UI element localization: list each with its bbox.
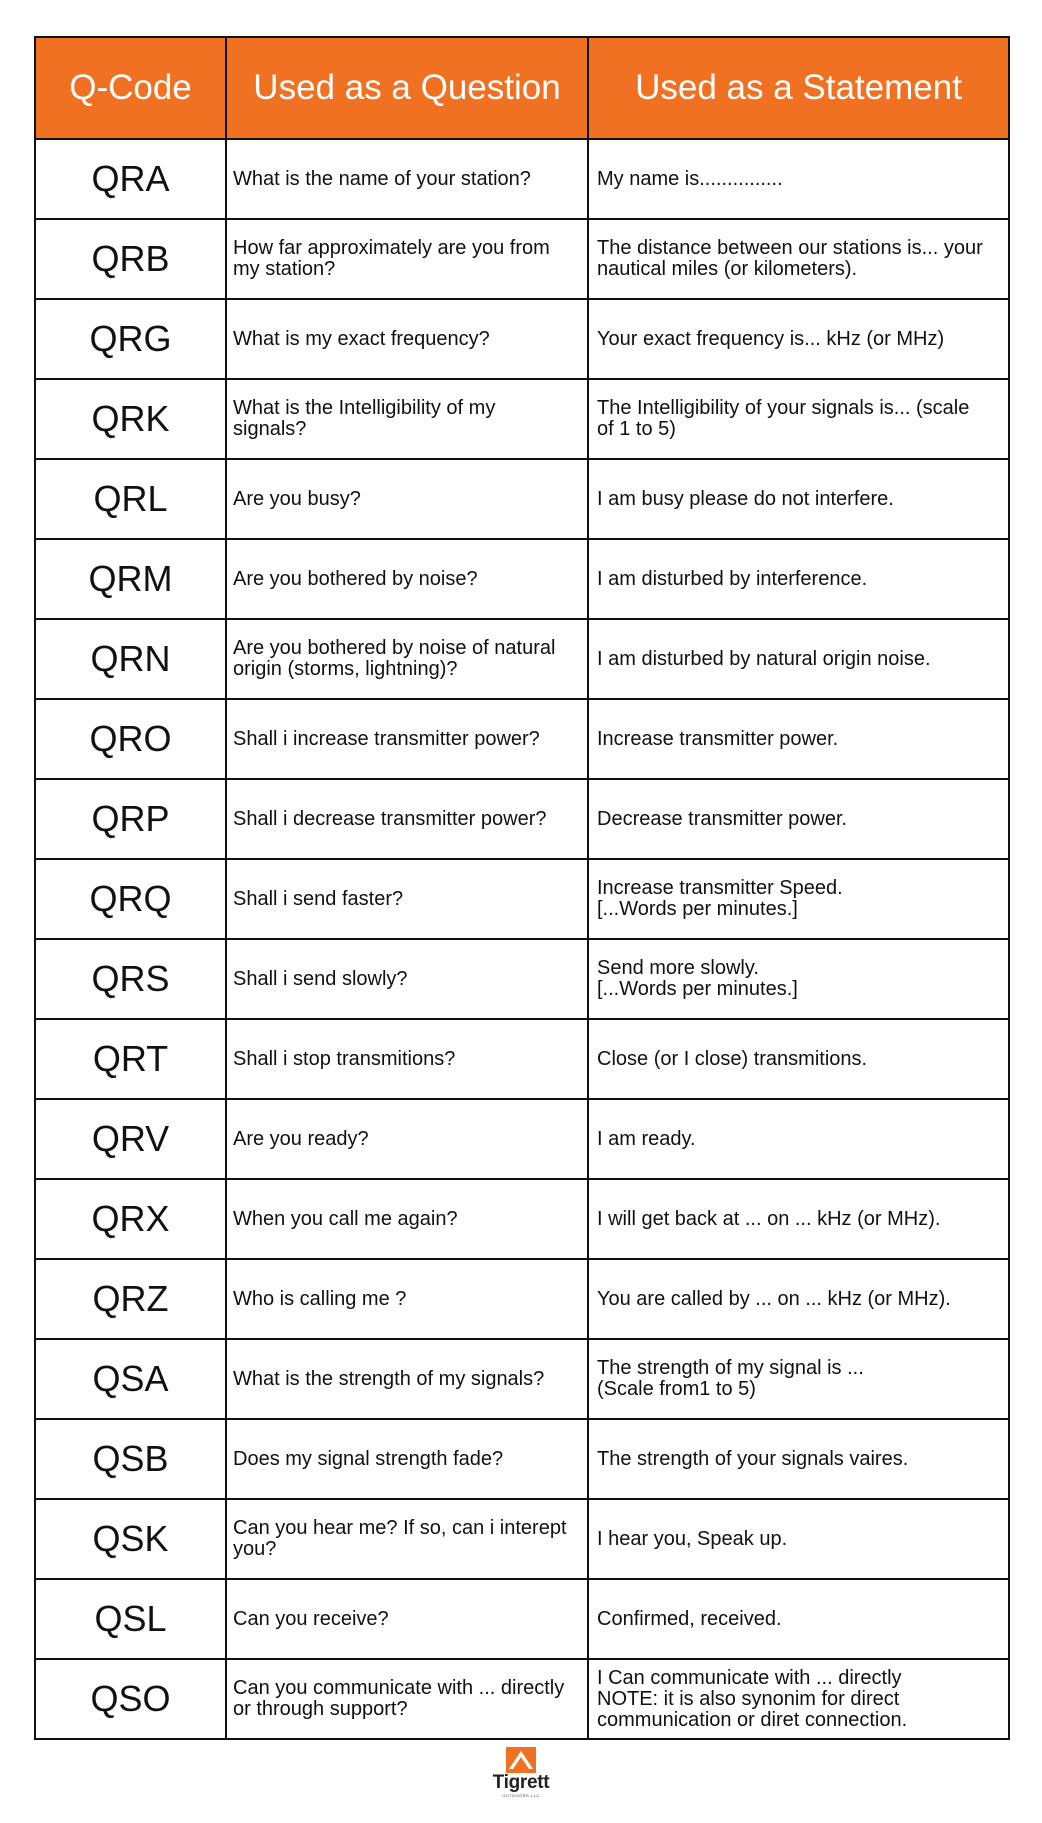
q-code-cell: QRA [35, 139, 226, 219]
q-code-cell: QSA [35, 1339, 226, 1419]
q-code-cell: QRP [35, 779, 226, 859]
statement-cell: Your exact frequency is... kHz (or MHz) [588, 299, 1009, 379]
question-cell: Can you hear me? If so, can i interept you? [226, 1499, 588, 1579]
q-code-cell: QRL [35, 459, 226, 539]
statement-cell: Increase transmitter power. [588, 699, 1009, 779]
tigrett-logo [491, 1747, 551, 1811]
statement-cell: The strength of my signal is ... (Scale from1 to 5) [588, 1339, 1009, 1419]
statement-cell: Increase transmitter Speed. [...Words per minutes.] [588, 859, 1009, 939]
statement-cell: My name is............... [588, 139, 1009, 219]
table-row [35, 1179, 1009, 1259]
table-row [35, 1099, 1009, 1179]
table-body [35, 139, 1009, 1739]
table-row [35, 779, 1009, 859]
table-row [35, 619, 1009, 699]
question-cell: Shall i stop transmitions? [226, 1019, 588, 1099]
q-code-cell: QRS [35, 939, 226, 1019]
question-cell: What is my exact frequency? [226, 299, 588, 379]
statement-cell: I am ready. [588, 1099, 1009, 1179]
question-cell: What is the Intelligibility of my signals? [226, 379, 588, 459]
table-row [35, 1339, 1009, 1419]
q-code-cell: QRK [35, 379, 226, 459]
q-code-cell: QSL [35, 1579, 226, 1659]
table-row [35, 459, 1009, 539]
q-code-cell: QRZ [35, 1259, 226, 1339]
mountain-logo-icon [506, 1747, 536, 1773]
question-cell: Who is calling me ? [226, 1259, 588, 1339]
table-row [35, 1499, 1009, 1579]
statement-cell: Decrease transmitter power. [588, 779, 1009, 859]
q-code-cell: QRT [35, 1019, 226, 1099]
question-cell: Shall i send faster? [226, 859, 588, 939]
statement-cell: I will get back at ... on ... kHz (or MHz). [588, 1179, 1009, 1259]
question-cell: When you call me again? [226, 1179, 588, 1259]
question-cell: Are you ready? [226, 1099, 588, 1179]
q-code-cell: QSK [35, 1499, 226, 1579]
header-statement: Used as a Statement [588, 37, 1009, 139]
logo-subtitle: OUTDOORS LLC [502, 1793, 540, 1798]
question-cell: Does my signal strength fade? [226, 1419, 588, 1499]
table-row [35, 1419, 1009, 1499]
statement-cell: I am disturbed by interference. [588, 539, 1009, 619]
header-question: Used as a Question [226, 37, 588, 139]
question-cell: Can you communicate with ... directly or through support? [226, 1659, 588, 1739]
question-cell: Are you bothered by noise? [226, 539, 588, 619]
table-row [35, 1579, 1009, 1659]
question-cell: Shall i decrease transmitter power? [226, 779, 588, 859]
table-row [35, 299, 1009, 379]
statement-cell: The distance between our stations is... your nautical miles (or kilometers). [588, 219, 1009, 299]
table-row [35, 939, 1009, 1019]
table-row [35, 219, 1009, 299]
table-row [35, 1259, 1009, 1339]
statement-cell: Send more slowly. [...Words per minutes.] [588, 939, 1009, 1019]
q-code-cell: QSB [35, 1419, 226, 1499]
logo-name: Tigrett [492, 1772, 550, 1793]
header-q-code: Q-Code [35, 37, 226, 139]
q-code-cell: QRB [35, 219, 226, 299]
question-cell: Shall i increase transmitter power? [226, 699, 588, 779]
q-code-cell: QRG [35, 299, 226, 379]
question-cell: How far approximately are you from my station? [226, 219, 588, 299]
q-code-cell: QRX [35, 1179, 226, 1259]
table-row [35, 859, 1009, 939]
statement-cell: I am busy please do not interfere. [588, 459, 1009, 539]
statement-cell: I am disturbed by natural origin noise. [588, 619, 1009, 699]
q-code-cell: QRN [35, 619, 226, 699]
q-code-cell: QRO [35, 699, 226, 779]
question-cell: Shall i send slowly? [226, 939, 588, 1019]
table-row [35, 1659, 1009, 1739]
question-cell: Are you bothered by noise of natural origin (storms, lightning)? [226, 619, 588, 699]
statement-cell: The strength of your signals vaires. [588, 1419, 1009, 1499]
question-cell: What is the strength of my signals? [226, 1339, 588, 1419]
q-code-table [34, 36, 1010, 1740]
statement-cell: I Can communicate with ... directly NOTE: it is also synonim for direct communication or diret connection. [588, 1659, 1009, 1739]
question-cell: What is the name of your station? [226, 139, 588, 219]
statement-cell: You are called by ... on ... kHz (or MHz). [588, 1259, 1009, 1339]
question-cell: Can you receive? [226, 1579, 588, 1659]
table-row [35, 539, 1009, 619]
statement-cell: I hear you, Speak up. [588, 1499, 1009, 1579]
q-code-cell: QRV [35, 1099, 226, 1179]
table-row [35, 1019, 1009, 1099]
q-code-cell: QRQ [35, 859, 226, 939]
table-row [35, 699, 1009, 779]
table-row [35, 379, 1009, 459]
table-header [35, 37, 1009, 139]
question-cell: Are you busy? [226, 459, 588, 539]
q-code-cell: QRM [35, 539, 226, 619]
statement-cell: Close (or I close) transmitions. [588, 1019, 1009, 1099]
table-row [35, 139, 1009, 219]
statement-cell: The Intelligibility of your signals is... (scale of 1 to 5) [588, 379, 1009, 459]
header-row [35, 37, 1009, 139]
q-code-cell: QSO [35, 1659, 226, 1739]
statement-cell: Confirmed, received. [588, 1579, 1009, 1659]
